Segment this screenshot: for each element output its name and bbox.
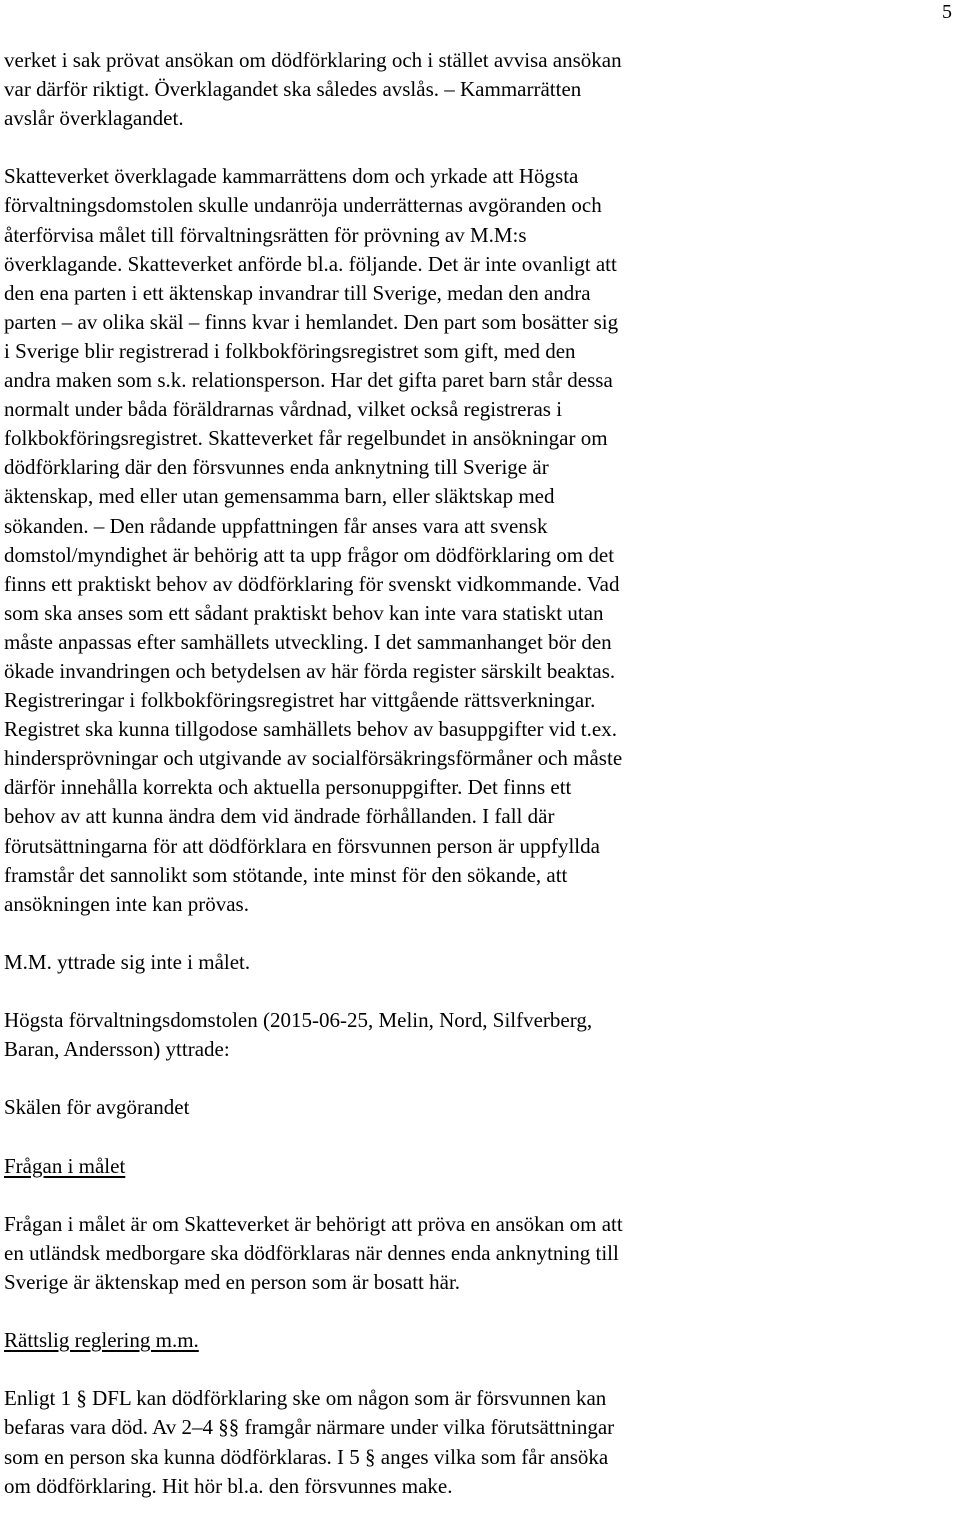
paragraph-5: [4, 1210, 764, 1297]
text-line: normalt under båda föräldrarnas vårdnad, vilket också registreras i: [4, 397, 563, 422]
subheading-rattslig: [4, 1326, 764, 1355]
subheading-fragan: [4, 1152, 764, 1181]
section-heading: [4, 1093, 764, 1122]
document-body: [4, 46, 764, 1501]
text-line: Baran, Andersson) yttrade:: [4, 1037, 230, 1062]
text-line: var därför riktigt. Överklagandet ska således avslås. – Kammarrätten: [4, 77, 582, 102]
text-line: äktenskap, med eller utan gemensamma barn, eller släktskap med: [4, 484, 555, 509]
text-line: andra maken som s.k. relationsperson. Har det gifta paret barn står dessa: [4, 368, 613, 393]
text-line: dödförklaring där den försvunnes enda anknytning till Sverige är: [4, 455, 549, 480]
text-line: den ena parten i ett äktenskap invandrar till Sverige, medan den andra: [4, 280, 591, 305]
text-line: Frågan i målet är om Skatteverket är behörigt att pröva en ansökan om att: [4, 1211, 623, 1236]
text-line: som ska anses som ett sådant praktiskt behov kan inte vara statiskt utan: [4, 600, 604, 625]
paragraph-3: [4, 948, 764, 977]
text-line: verket i sak prövat ansökan om dödförklaring och i stället avvisa ansökan: [4, 48, 622, 72]
text-line: förutsättningarna för att dödförklara en försvunnen person är uppfyllda: [4, 833, 600, 858]
text-line: överklagande. Skatteverket anförde bl.a. följande. Det är inte ovanligt att: [4, 251, 617, 276]
text-line: en utländsk medborgare ska dödförklaras när dennes enda anknytning till: [4, 1240, 619, 1265]
text-line: parten – av olika skäl – finns kvar i hemlandet. Den part som bosätter sig: [4, 309, 619, 334]
text-line: ansökningen inte kan prövas.: [4, 891, 249, 916]
text-line: Enligt 1 § DFL kan dödförklaring ske om någon som är försvunnen kan: [4, 1386, 607, 1411]
paragraph-6: [4, 1384, 764, 1500]
text-line: Högsta förvaltningsdomstolen (2015-06-25, Melin, Nord, Silfverberg,: [4, 1008, 593, 1033]
text-line: befaras vara död. Av 2–4 §§ framgår närmare under vilka förutsättningar: [4, 1415, 615, 1440]
page-number: 5: [942, 1, 952, 23]
text-line: avslår överklagandet.: [4, 106, 184, 131]
text-line: ökade invandringen och betydelsen av här förda register särskilt beaktas.: [4, 658, 616, 683]
text-line: om dödförklaring. Hit hör bl.a. den försvunnes make.: [4, 1473, 453, 1498]
paragraph-4: [4, 1006, 764, 1064]
text-line: sökanden. – Den rådande uppfattningen får anses vara att svensk: [4, 513, 548, 538]
text-line: M.M. yttrade sig inte i målet.: [4, 949, 251, 974]
text-line: folkbokföringsregistret. Skatteverket får regelbundet in ansökningar om: [4, 426, 608, 451]
subheading-text: Frågan i målet: [4, 1153, 126, 1178]
text-line: förvaltningsdomstolen skulle undanröja underrätternas avgöranden och: [4, 193, 602, 218]
text-line: därför innehålla korrekta och aktuella personuppgifter. Det finns ett: [4, 775, 572, 800]
text-line: hindersprövningar och utgivande av socialförsäkringsförmåner och måste: [4, 746, 623, 771]
text-line: Registret ska kunna tillgodose samhällets behov av basuppgifter vid t.ex.: [4, 717, 617, 742]
text-line: domstol/myndighet är behörig att ta upp frågor om dödförklaring om det: [4, 542, 615, 567]
subheading-text: Rättslig reglering m.m.: [4, 1328, 199, 1353]
text-line: måste anpassas efter samhällets utveckling. I det sammanhanget bör den: [4, 629, 612, 654]
text-line: som en person ska kunna dödförklaras. I 5 § anges vilka som får ansöka: [4, 1444, 609, 1469]
paragraph-1: [4, 46, 764, 133]
text-line: behov av att kunna ändra dem vid ändrade förhållanden. I fall där: [4, 804, 555, 829]
text-line: Skatteverket överklagade kammarrättens dom och yrkade att Högsta: [4, 164, 579, 189]
heading-text: Skälen för avgörandet: [4, 1095, 190, 1120]
text-line: i Sverige blir registrerad i folkbokföringsregistret som gift, med den: [4, 338, 576, 363]
text-line: framstår det sannolikt som stötande, inte minst för den sökande, att: [4, 862, 568, 887]
paragraph-2: [4, 162, 764, 918]
text-line: Sverige är äktenskap med en person som är bosatt här.: [4, 1269, 461, 1294]
text-line: återförvisa målet till förvaltningsrätten för prövning av M.M:s: [4, 222, 527, 247]
text-line: Registreringar i folkbokföringsregistret har vittgående rättsverkningar.: [4, 688, 596, 713]
text-line: finns ett praktiskt behov av dödförklaring för svenskt vidkommande. Vad: [4, 571, 620, 596]
